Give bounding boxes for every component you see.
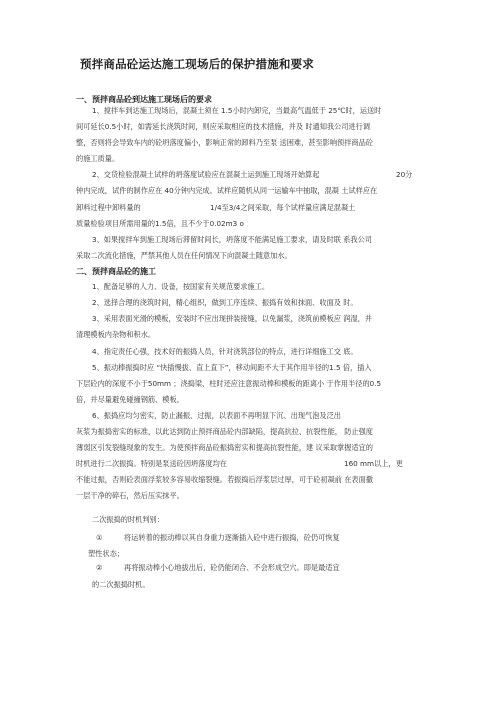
s1-p2-line1: 2、交货检验混凝土试样的坍落度试验应在混凝土运到施工现场开始算起 [92,170,320,179]
s2-p1: 1、配备足够的人力、设备，按国家有关规范要求施工。 [92,282,270,291]
timing-heading: 二次振捣的时机判别： [92,515,164,524]
timing-marker-2: ② [96,563,103,572]
timing-item-2-line1: 再将振动棒小心地拔出后，砼仍能闭合、不会形成空穴。即是最适宜 [124,563,340,572]
s1-p1-line3: 整，否则将会导致车内的砼坍落度偏小，影响正常的卸料乃至泵 送困难，甚至影响预拌商品砼 [76,138,373,147]
s1-p3-line2: 采取二次流化措施，严禁其他人员在任何情况下向混凝土随意加水。 [76,251,292,260]
section-1-heading: 一、预拌商品砼到达施工现场后的要求 [76,95,212,104]
s1-p2-line3-start: 卸料过程中卸料量的 [76,203,141,212]
s1-p2-line2: 钟内完成，试件的制作应在 40分钟内完成。试样应随机从同一运输车中抽取，混凝 土试样应在 [76,186,378,195]
s1-p3-line1: 3、如果搅拌车到施工现场后滞留时间长，坍落度不能满足施工要求，请及时联 系我公司 [92,235,372,244]
s2-p6-line2: 灰浆为振捣密实的标准，以此达到防止预拌商品砼内部缺陷，提高抗拉、抗裂性能， 防止强度 [76,427,373,436]
s2-p6-line1: 6、振捣应均匀密实，防止漏振、过振，以表面不再明显下沉、出现气泡及泛出 [92,411,341,420]
s2-p6-line4-start: 时机进行二次振捣。特别是泵送砼因坍落度均在 [76,459,227,468]
s1-p2-line1-end: 20分 [396,170,413,179]
s2-p6-line5: 不能过振，否则砼表面浮浆较多容易收缩裂缝。若振捣后浮浆层过厚，可于砼初凝前 在表面撒 [76,475,373,484]
s2-p6-line4-end: 160 mm以上，更 [344,459,403,468]
s1-p2-line4: 质量检验项目所需用量的1.5倍，且不少于0.02m3 o [76,219,244,228]
s2-p6-line6: 一层干净的碎石，然后压实抹平。 [76,491,184,500]
s1-p2-line3-end: 1/4至3/4之间采取，每个试样量应满足混凝土 [210,203,356,212]
timing-marker-1: ① [96,533,103,542]
section-2-heading: 二、预拌商品砼的施工 [76,267,156,276]
s2-p2: 2、选择合理的浇筑时间，精心组织，做到工序连续、振捣有效和抹面、收面及 时。 [92,298,358,307]
timing-item-1-line1: 将运转着的振动棒以其自身重力逐渐插入砼中进行振捣，砼仍可恢复 [124,533,340,542]
s2-p5-line1: 5、振动棒振捣时应 “快插慢拔、直上直下”，移动间距不大于其作用半径的1.5 倍，插入 [92,363,372,372]
s2-p4: 4、指定责任心强，技术好的振捣人员，针对浇筑部位的特点，进行详细施工交 底。 [92,347,358,356]
timing-item-2-line2: 的二次振捣时机。 [92,580,150,589]
s2-p5-line3: 倍，并尽量避免碰撞钢筋、模板。 [76,395,184,404]
s1-p1-line4: 的施工质量。 [76,154,120,163]
s1-p1-line2: 间可延长0.5小时，如需延长浇筑时间，则应采取相应的技术措施，并及 时通知我公司进行调 [76,122,371,131]
s2-p6-line3: 薄弱区引发裂缝现象的发生。为使预拌商品砼振捣密实和提高抗裂性能，建 议采取掌握适宜的 [76,443,373,452]
s2-p3-line1: 3、采用表面光滑的模板，安装时不应出现拼装接缝，以免漏浆，浇筑前模板应 润湿，并 [92,314,372,323]
s1-p1-line1: 1、搅拌车到达施工现场后，混凝土须在 1.5小时内卸完，当最高气温低于 25℃时，运送时 [92,106,382,115]
s2-p3-line2: 清理模板内杂物和积水。 [76,330,156,339]
document-title: 预拌商品砼运达施工现场后的保护措施和要求 [80,57,314,71]
s2-p5-line2: 下层砼内的深度不小于50mm ；浇捣梁、柱时还应注意振动棒和模板的距离小 于作用半径的0.5 [76,379,382,388]
timing-item-1-line2: 塑性状态； [88,549,124,558]
